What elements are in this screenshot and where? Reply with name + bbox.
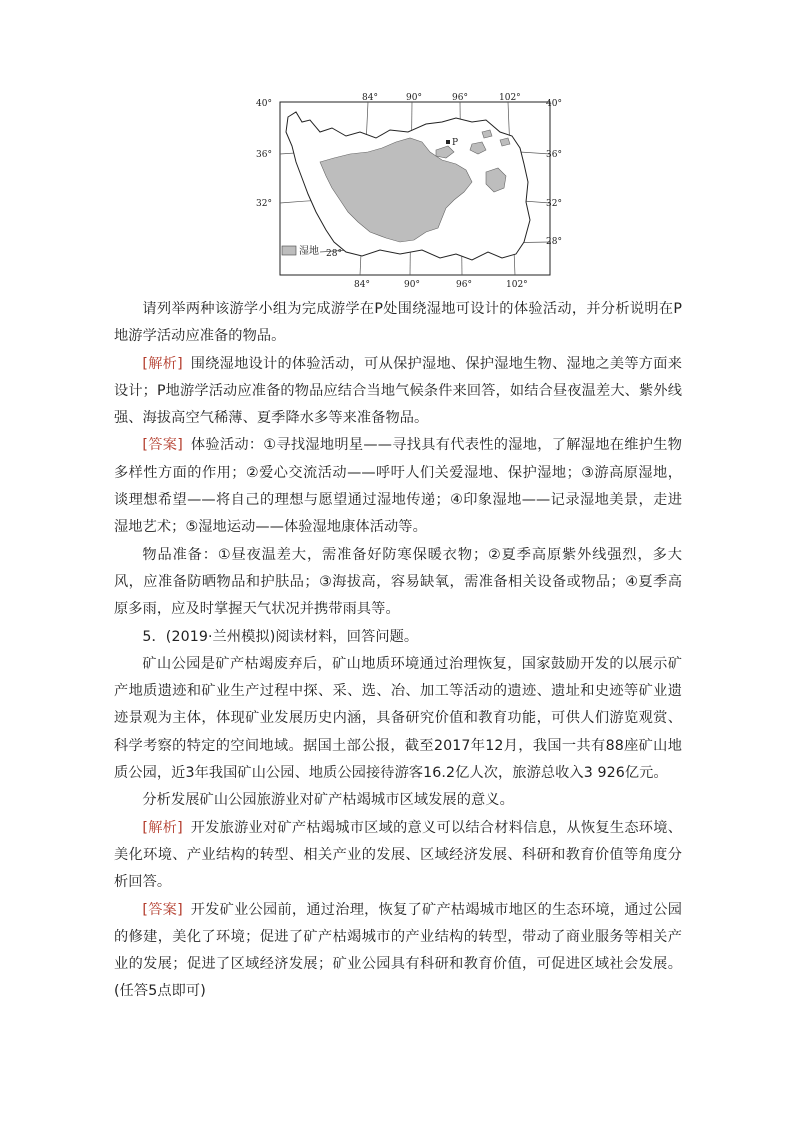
lon-bottom-96: 96° [456, 280, 472, 290]
paragraph-question [114, 296, 682, 351]
q5-question-text: 分析发展矿山公园旅游业对矿产枯竭城市区域发展的意义。 [142, 792, 514, 809]
lat-left-40: 40° [256, 99, 272, 109]
lat-right-40: 40° [546, 99, 562, 109]
lon-bottom-84: 84° [354, 280, 370, 290]
p-label: P [452, 138, 459, 148]
q5-head-text: 5．(2019·兰州模拟)阅读材料，回答问题。 [142, 628, 419, 645]
paragraph-answer-2 [114, 897, 682, 1006]
answer-tag-2: [答案] [142, 901, 183, 918]
article-body [114, 296, 682, 1006]
answer-2-text: 开发矿业公园前，通过治理，恢复了矿产枯竭城市地区的生态环境，通过公园的修建，美化了环境；促进了矿产枯竭城市的产业结构的转型，带动了商业服务等相关产业的发展；促进了区域经济发展；矿业公园具有科研和教育价值，可促进区域社会发展。(任答5点即可) [114, 901, 682, 1000]
lon-top-102: 102° [499, 93, 521, 103]
lon-bottom-90: 90° [404, 280, 420, 290]
question-text: 请列举两种该游学小组为完成游学在P处围绕湿地可设计的体验活动，并分析说明在P地游学活动应准备的物品。 [114, 301, 682, 345]
lat-right-36: 36° [546, 150, 562, 160]
paragraph-answer-1b [114, 542, 682, 624]
p-marker-icon [446, 140, 450, 144]
answer-1b-text: 物品准备：①昼夜温差大，需准备好防寒保暖衣物；②夏季高原紫外线强烈，多大风，应准备防晒物品和护肤品；③海拔高，容易缺氧，需准备相关设备或物品；④夏季高原多雨，应及时掌握天气状况并携带雨具等。 [114, 546, 682, 618]
legend-swatch [282, 246, 296, 255]
analysis-1-text: 围绕湿地设计的体验活动，可从保护湿地、保护湿地生物、湿地之美等方面来设计；P地游学活动应准备的物品应结合当地气候条件来回答，如结合昼夜温差大、紫外线强、海拔高空气稀薄、夏季降水多等来准备物品。 [114, 355, 682, 427]
lat-inner-28: 28° [326, 249, 342, 259]
paragraph-q5-head [114, 624, 682, 651]
lat-left-32: 32° [256, 199, 272, 209]
analysis-tag-2: [解析] [142, 819, 183, 836]
legend-label: 湿地 [299, 246, 319, 257]
lon-top-96: 96° [452, 93, 468, 103]
paragraph-q5-material [114, 651, 682, 787]
paragraph-analysis-2 [114, 815, 682, 897]
answer-tag: [答案] [142, 437, 183, 454]
lon-bottom-102: 102° [506, 280, 528, 290]
lon-top-84: 84° [362, 93, 378, 103]
lat-left-36: 36° [256, 150, 272, 160]
map-svg [250, 92, 570, 292]
paragraph-analysis-1 [114, 351, 682, 433]
analysis-tag: [解析] [142, 355, 183, 372]
paragraph-q5-question [114, 787, 682, 814]
analysis-2-text: 开发旅游业对矿产枯竭城市区域的意义可以结合材料信息，从恢复生态环境、美化环境、产业结构的转型、相关产业的发展、区域经济发展、科研和教育价值等角度分析回答。 [114, 819, 682, 891]
lon-top-90: 90° [406, 93, 422, 103]
q5-material-text: 矿山公园是矿产枯竭废弃后，矿山地质环境通过治理恢复，国家鼓励开发的以展示矿产地质遗迹和矿业生产过程中探、采、选、冶、加工等活动的遗迹、遗址和史迹等矿业遗迹景观为主体，体现矿业发展历史内涵，具备研究价值和教育功能，可供人们游览观赏、科学考察的特定的空间地域。据国土部公报，截至2017年12月，我国一共有88座矿山地质公园，近3年我国矿山公园、地质公园接待游客16.2亿人次，旅游总收入3 926亿元。 [114, 655, 682, 782]
tibet-wetland-map [250, 92, 570, 292]
lat-right-28: 28° [546, 237, 562, 247]
paragraph-answer-1a [114, 432, 682, 541]
answer-1a-text: 体验活动：①寻找湿地明星——寻找具有代表性的湿地，了解湿地在维护生物多样性方面的作用；②爱心交流活动——呼吁人们关爱湿地、保护湿地；③游高原湿地，谈理想希望——将自己的理想与愿望通过湿地传递；④印象湿地——记录湿地美景，走进湿地艺术；⑤湿地运动——体验湿地康体活动等。 [114, 437, 682, 536]
lat-right-32: 32° [546, 199, 562, 209]
